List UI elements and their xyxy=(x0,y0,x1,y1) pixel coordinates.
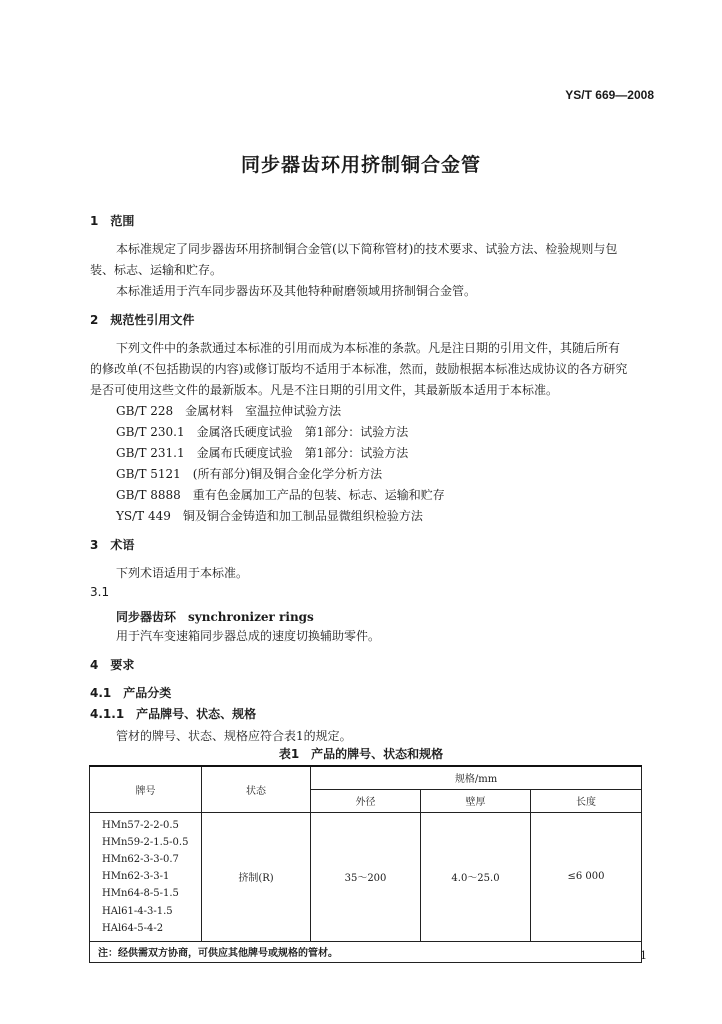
standard-code: YS/T 669—2008 xyxy=(565,88,654,102)
section-3-1-number: 3.1 xyxy=(90,585,110,599)
grade-item: HAl61-4-3-1.5 xyxy=(102,905,173,917)
grade-list xyxy=(90,812,202,941)
document-title: 同步器齿环用挤制铜合金管 xyxy=(240,154,481,176)
section-3-heading: 3 术语 xyxy=(90,538,135,552)
section-1-para1-line1: 本标准规定了同步器齿环用挤制铜合金管(以下简称管材)的技术要求、试验方法、检验规则与包 xyxy=(116,242,618,256)
section-2-intro-line3: 是否可使用这些文件的最新版本。凡是不注日期的引用文件，其最新版本适用于本标准。 xyxy=(90,383,559,397)
section-2-intro-line1: 下列文件中的条款通过本标准的引用而成为本标准的条款。凡是注日期的引用文件，其随后所有 xyxy=(116,341,621,355)
grade-item: HMn64-8-5-1.5 xyxy=(102,888,179,900)
reference-item: GB/T 231.1 金属布氏硬度试验 第1部分：试验方法 xyxy=(116,446,409,460)
term-entry xyxy=(116,606,314,625)
section-3-intro: 下列术语适用于本标准。 xyxy=(116,566,249,580)
reference-item: GB/T 8888 重有色金属加工产品的包装、标志、运输和贮存 xyxy=(116,488,445,502)
grade-item: HMn62-3-3-0.7 xyxy=(102,853,179,865)
grade-item: HMn59-2-1.5-0.5 xyxy=(102,836,189,848)
section-4-heading: 4 要求 xyxy=(90,658,135,672)
table-note: 注：经供需双方协商，可供应其他牌号或规格的管材。 xyxy=(90,941,642,962)
header-length: 长度 xyxy=(531,789,642,812)
length-value: ≤6 000 xyxy=(531,812,642,941)
table-caption: 表1 产品的牌号、状态和规格 xyxy=(278,747,444,761)
grade-item: HMn62-3-3-1 xyxy=(102,871,170,883)
header-wall: 壁厚 xyxy=(421,789,531,812)
section-2-intro-line2: 的修改单(不包括勘误的内容)或修订版均不适用于本标准，然而，鼓励根据本标准达成协议的各方研究 xyxy=(90,362,628,376)
reference-item: GB/T 5121 (所有部分)铜及铜合金化学分析方法 xyxy=(116,467,383,481)
term-chinese: 同步器齿环 xyxy=(116,610,177,624)
section-4-1-heading: 4.1 产品分类 xyxy=(90,686,172,700)
spec-table xyxy=(89,765,642,963)
section-1-para1-line2: 装、标志、运输和贮存。 xyxy=(90,263,223,277)
section-2-heading: 2 规范性引用文件 xyxy=(90,313,195,327)
section-4-1-1-heading: 4.1.1 产品牌号、状态、规格 xyxy=(90,707,257,721)
grade-item: HMn57-2-2-0.5 xyxy=(102,819,179,831)
section-1-para2: 本标准适用于汽车同步器齿环及其他特种耐磨领域用挤制铜合金管。 xyxy=(116,284,477,298)
section-4-para: 管材的牌号、状态、规格应符合表1的规定。 xyxy=(116,729,352,743)
term-english: synchronizer rings xyxy=(188,610,314,624)
state-value: 挤制(R) xyxy=(202,812,311,941)
grade-item: HAl64-5-4-2 xyxy=(102,922,164,934)
wall-value: 4.0～25.0 xyxy=(421,812,531,941)
page-number: 1 xyxy=(640,949,647,962)
reference-item: GB/T 228 金属材料 室温拉伸试验方法 xyxy=(116,404,342,418)
od-value: 35～200 xyxy=(311,812,421,941)
reference-item: GB/T 230.1 金属洛氏硬度试验 第1部分：试验方法 xyxy=(116,425,409,439)
section-1-heading: 1 范围 xyxy=(90,214,135,228)
reference-item: YS/T 449 铜及铜合金铸造和加工制品显微组织检验方法 xyxy=(116,509,423,523)
header-grade: 牌号 xyxy=(90,766,202,812)
header-spec: 规格/mm xyxy=(311,766,642,789)
header-state: 状态 xyxy=(202,766,311,812)
term-definition: 用于汽车变速箱同步器总成的速度切换辅助零件。 xyxy=(116,629,381,643)
header-od: 外径 xyxy=(311,789,421,812)
